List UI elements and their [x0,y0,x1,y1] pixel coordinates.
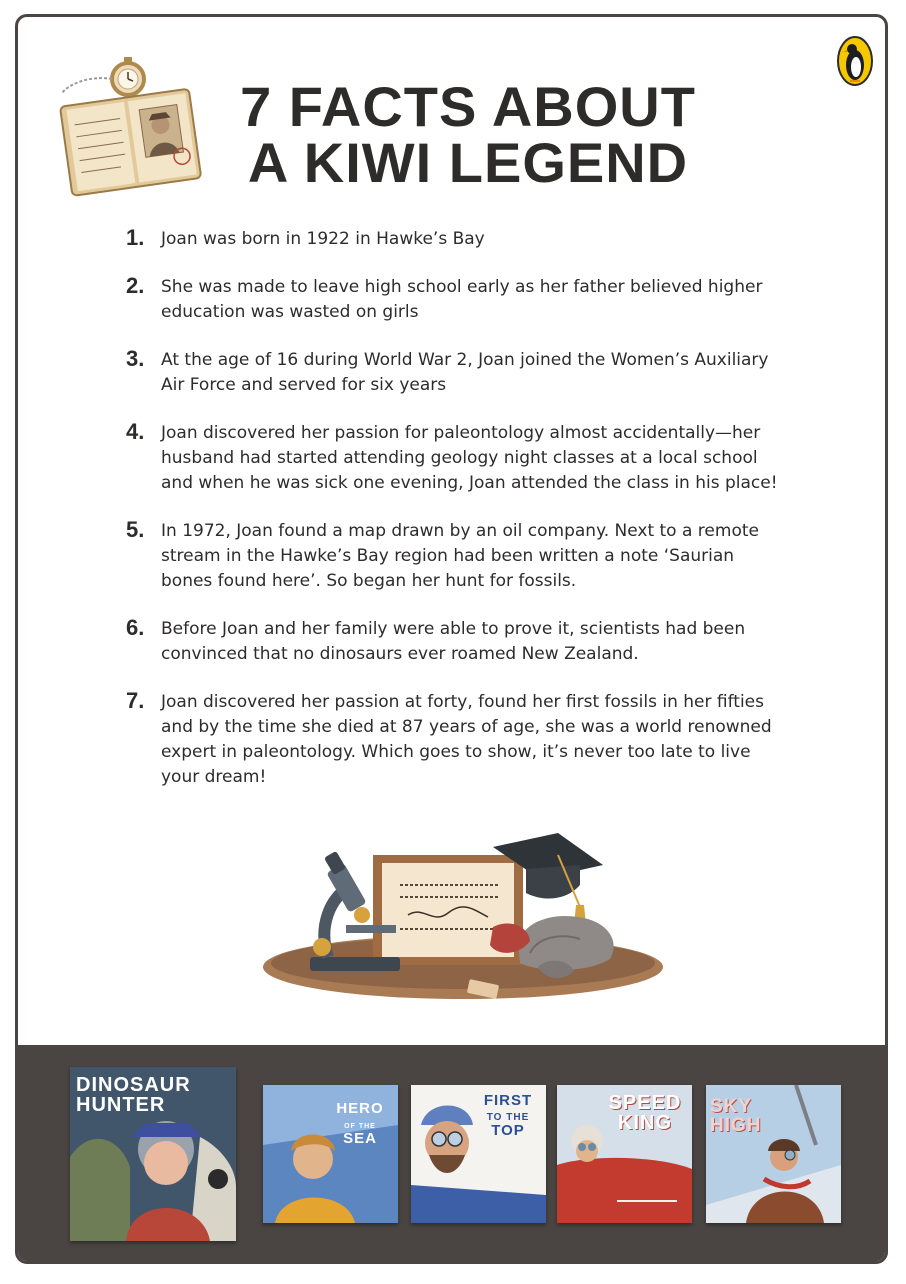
book-title-line: HERO [336,1100,384,1117]
poster-frame [15,14,888,1264]
fact-text: In 1972, Joan found a map drawn by an oil company. Next to a remote stream in the Hawke’s Bay region had been written a note ‘Saurian bones found here’. So began her hunt for fossils. [161,521,759,591]
book-title-line: DINOSAUR [76,1074,191,1096]
facts-list [126,227,786,813]
book-title-line: TOP [491,1122,525,1139]
fact-text: She was made to leave high school early as her father believed higher education was wasted on girls [161,277,763,322]
book-title-line: HUNTER [76,1094,166,1116]
fact-text: Joan discovered her passion at forty, found her first fossils in her fifties and by the time she died at 87 years of age, she was a world renowned expert in paleontology. Which goes to show, it’s never too late to live your dream! [161,692,772,787]
book-title-line: SEA [343,1130,377,1147]
title-line-1: 7 FACTS ABOUT [240,75,696,138]
book-title [473,1093,543,1138]
publisher-logo-icon [836,35,874,87]
fact-text: Before Joan and her family were able to prove it, scientists had been convinced that no dinosaurs ever roamed New Zealand. [161,619,746,664]
fact-number: 6. [126,615,145,640]
fact-number: 7. [126,688,145,713]
book-title [70,1075,236,1115]
fact-item [126,519,786,594]
book-title [325,1101,395,1146]
desk-illustration [258,807,668,1012]
fact-number: 5. [126,517,145,542]
fact-item [126,227,786,252]
fact-number: 3. [126,346,145,371]
book-title-line: KING [618,1112,672,1134]
title-line-2: A KIWI LEGEND [247,131,689,194]
fact-text: At the age of 16 during World War 2, Joan joined the Women’s Auxiliary Air Force and served for six years [161,350,769,395]
fact-text: Joan was born in 1922 in Hawke’s Bay [161,229,485,249]
book-series-band [18,1045,885,1264]
book-cover-speed-king[interactable] [557,1085,692,1223]
book-title-line: FIRST [483,1092,533,1109]
fact-item [126,421,786,496]
book-title-line: SKY [710,1096,753,1117]
fact-item [126,275,786,325]
fact-number: 2. [126,273,145,298]
book-title-line: SPEED [608,1092,682,1114]
book-cover-dinosaur-hunter[interactable] [70,1067,236,1241]
book-title-line: HIGH [710,1115,762,1136]
fact-text: Joan discovered her passion for paleontology almost accidentally—her husband had started attending geology night classes at a local school and when he was sick one evening, Joan attended the class in his place! [161,423,778,493]
book-title [601,1093,689,1133]
book-cover-sky-high[interactable] [706,1085,841,1223]
fact-number: 1. [126,225,145,250]
book-title-small: TO THE [486,1112,530,1123]
fact-item [126,348,786,398]
book-title [710,1097,780,1135]
fact-number: 4. [126,419,145,444]
book-title-small: OF THE [344,1123,376,1130]
fact-item [126,690,786,790]
fact-item [126,617,786,667]
book-cover-first-to-the-top[interactable] [411,1085,546,1223]
page-title [168,75,768,194]
book-cover-hero-of-the-sea[interactable] [263,1085,398,1223]
